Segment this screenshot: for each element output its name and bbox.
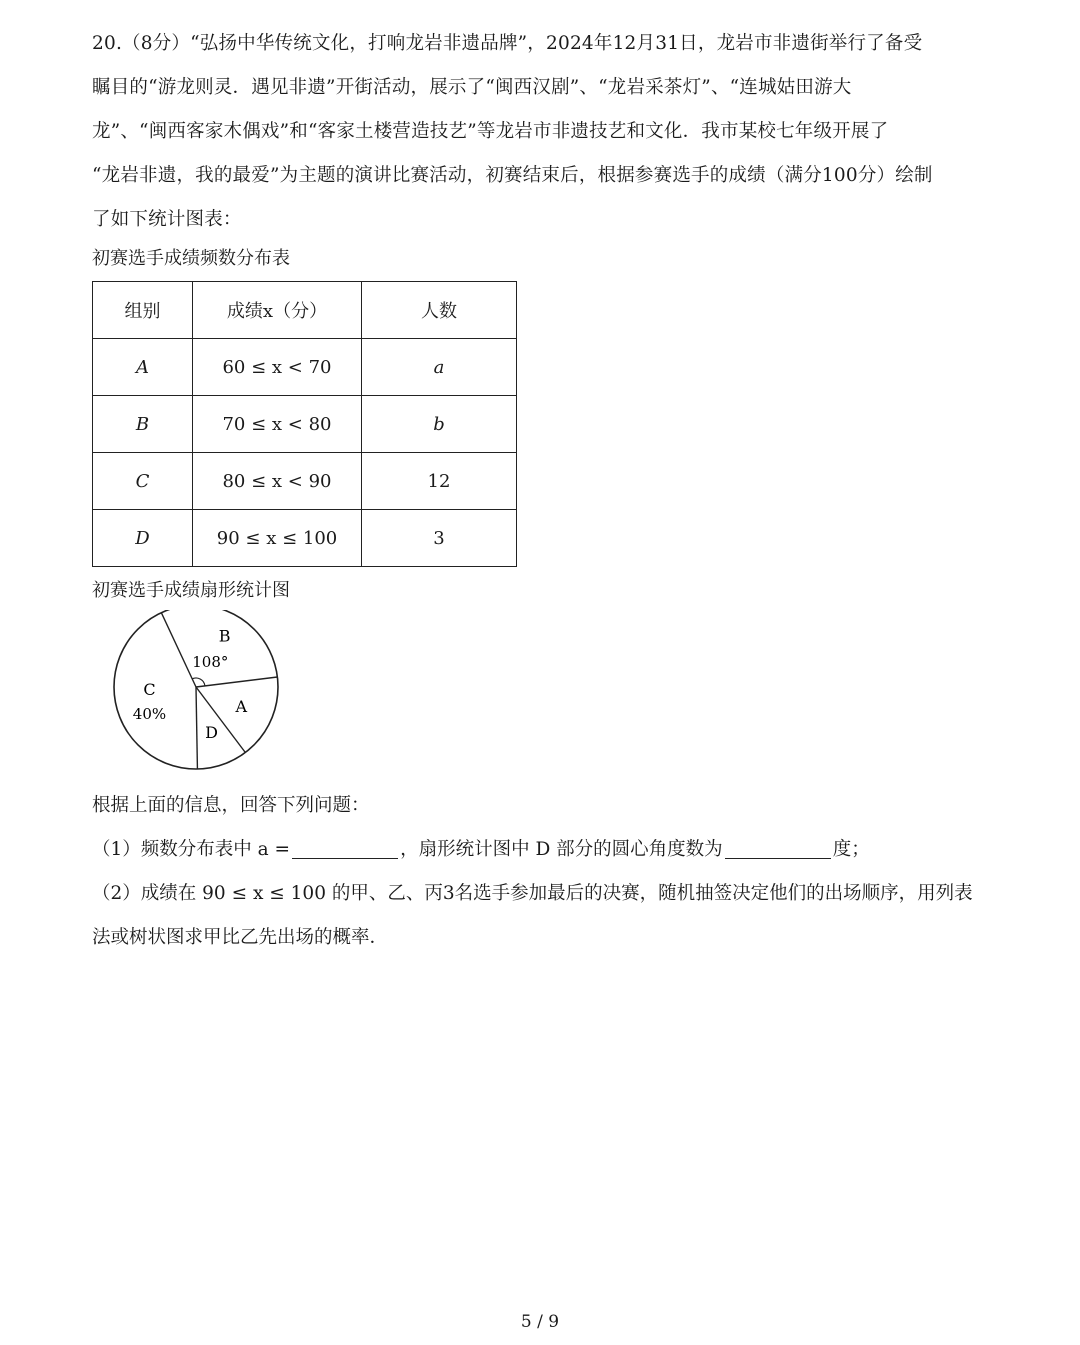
cell-count: 12 (362, 453, 517, 510)
q1-text-part3: 度； (832, 839, 870, 860)
pie-slice-label: B (218, 626, 231, 646)
table-row (93, 396, 517, 453)
cell-range: 90 ≤ x ≤ 100 (193, 510, 362, 567)
pie-chart-title: 初赛选手成绩扇形统计图 (92, 580, 290, 601)
cell-range: 60 ≤ x < 70 (193, 339, 362, 396)
pie-slice-label: C (143, 680, 156, 700)
answer-section (92, 784, 992, 960)
q1-text-part2: ，扇形统计图中 D 部分的圆心角度数为 (400, 839, 723, 860)
page-number: 5 / 9 (520, 1312, 560, 1332)
pie-slice-boundary (196, 687, 197, 769)
question-2-line2: 法或树状图求甲比乙先出场的概率． (92, 927, 389, 948)
answer-blank-angle[interactable] (725, 838, 831, 859)
pie-slice-boundary (196, 677, 277, 687)
pie-slice-annotation: 40% (132, 705, 167, 724)
header-count: 人数 (362, 282, 517, 339)
table-row (93, 510, 517, 567)
cell-group: B (93, 396, 193, 453)
cell-range: 80 ≤ x < 90 (193, 453, 362, 510)
question-line: 20.（8分）“弘扬中华传统文化，打响龙岩非遗品牌”，2024年12月31日，龙岩市非遗街举行了备受 (92, 33, 923, 54)
table-caption: 初赛选手成绩频数分布表 (92, 248, 290, 269)
table-row (93, 339, 517, 396)
cell-group: A (93, 339, 193, 396)
question-text (92, 22, 992, 242)
pie-slice-annotation: 108° (192, 653, 229, 672)
cell-count: b (362, 396, 517, 453)
question-2-line1: （2）成绩在 90 ≤ x ≤ 100 的甲、乙、丙3名选手参加最后的决赛，随机抽签决定他们的出场顺序，用列表 (92, 883, 973, 904)
cell-range: 70 ≤ x < 80 (193, 396, 362, 453)
question-line: 了如下统计图表： (92, 209, 242, 230)
table-row (93, 453, 517, 510)
pie-slice-boundary (161, 613, 196, 687)
pie-slice-label: A (235, 697, 248, 717)
frequency-table (92, 281, 517, 567)
cell-group: D (93, 510, 193, 567)
question-line: 瞩目的“游龙则灵．遇见非遗”开街活动，展示了“闽西汉剧”、“龙岩采茶灯”、“连城姑田游大 (92, 77, 852, 98)
question-1 (92, 828, 992, 872)
header-score: 成绩x（分） (193, 282, 362, 339)
pie-chart (105, 610, 295, 780)
header-group: 组别 (93, 282, 193, 339)
q1-text-part1: （1）频数分布表中 a = (92, 839, 291, 860)
question-line: 龙”、“闽西客家木偶戏”和“客家土楼营造技艺”等龙岩市非遗技艺和文化．我市某校七年级开展了 (92, 121, 889, 142)
answer-blank-a[interactable] (292, 838, 398, 859)
cell-group: C (93, 453, 193, 510)
table-header-row (93, 282, 517, 339)
cell-count: a (362, 339, 517, 396)
question-line: “龙岩非遗，我的最爱”为主题的演讲比赛活动，初赛结束后，根据参赛选手的成绩（满分100分）绘制 (92, 165, 933, 186)
pie-slice-label: D (205, 722, 218, 742)
cell-count: 3 (362, 510, 517, 567)
answer-intro: 根据上面的信息，回答下列问题： (92, 795, 370, 816)
